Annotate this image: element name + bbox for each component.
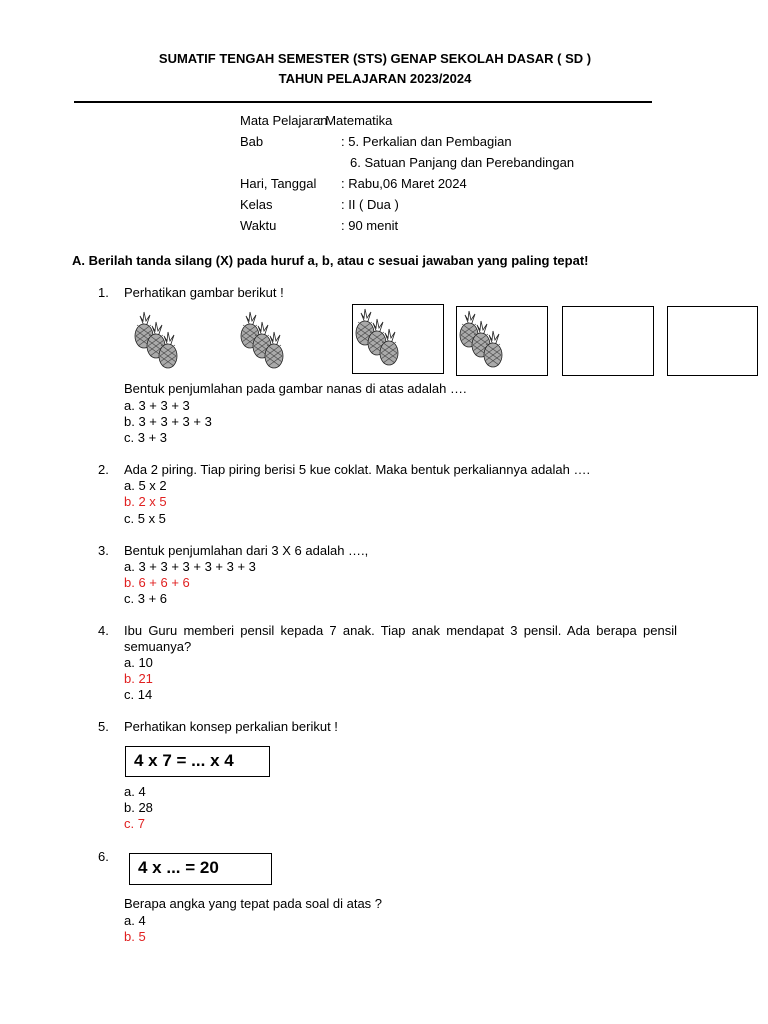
header-divider: [74, 101, 652, 103]
info-value-subject: : Matematika: [318, 113, 393, 128]
question-3-number: 3.: [98, 543, 109, 558]
info-label-chapter: Bab: [240, 134, 264, 149]
info-label-class: Kelas: [240, 197, 273, 212]
question-5-option-b[interactable]: b. 28: [124, 800, 153, 815]
image-box-2: [456, 306, 548, 376]
section-a-instruction: A. Berilah tanda silang (X) pada huruf a, b, atau c sesuai jawaban yang paling tepat!: [72, 253, 589, 268]
question-6-equation: 4 x ... = 20: [129, 853, 272, 885]
question-2-option-b[interactable]: b. 2 x 5: [124, 494, 167, 509]
question-1-prompt: Bentuk penjumlahan pada gambar nanas di atas adalah ….: [124, 381, 467, 396]
question-6-number: 6.: [98, 849, 109, 864]
question-2-option-a[interactable]: a. 5 x 2: [124, 478, 167, 493]
question-4-text: Ibu Guru memberi pensil kepada 7 anak. Tiap anak mendapat 3 pensil. Ada berapa pensil semuanya?: [124, 623, 677, 654]
question-6-text: Berapa angka yang tepat pada soal di atas ?: [124, 896, 383, 911]
question-3-text: Bentuk penjumlahan dari 3 X 6 adalah ….,: [124, 543, 369, 558]
info-value-chapter-2: 6. Satuan Panjang dan Perebandingan: [350, 155, 575, 170]
question-3-option-a[interactable]: a. 3 + 3 + 3 + 3 + 3 + 3: [124, 559, 256, 574]
info-value-chapter: : 5. Perkalian dan Pembagian: [341, 134, 512, 149]
question-5-text: Perhatikan konsep perkalian berikut !: [124, 719, 338, 734]
pineapple-group-1: [130, 306, 220, 378]
question-2-option-c[interactable]: c. 5 x 5: [124, 511, 166, 526]
info-value-class: : II ( Dua ): [341, 197, 399, 212]
header-title: SUMATIF TENGAH SEMESTER (STS) GENAP SEKOLAH DASAR ( SD ): [158, 51, 592, 66]
info-value-date: : Rabu,06 Maret 2024: [341, 176, 467, 191]
info-value-time: : 90 menit: [341, 218, 399, 233]
empty-box-1: [562, 306, 654, 376]
question-4-number: 4.: [98, 623, 109, 638]
question-6-option-a[interactable]: a. 4: [124, 913, 146, 928]
pineapple-group-2: [236, 306, 326, 378]
question-5-number: 5.: [98, 719, 109, 734]
pineapple-group-3: [353, 305, 443, 373]
image-box-1: [352, 304, 444, 374]
info-label-subject: Mata Pelajaran: [240, 113, 328, 128]
question-3-option-c[interactable]: c. 3 + 6: [124, 591, 167, 606]
question-4-option-c[interactable]: c. 14: [124, 687, 153, 702]
question-2-number: 2.: [98, 462, 109, 477]
question-1-option-a[interactable]: a. 3 + 3 + 3: [124, 398, 190, 413]
question-5-option-c[interactable]: c. 7: [124, 816, 145, 831]
question-4-option-b[interactable]: b. 21: [124, 671, 153, 686]
question-3-option-b[interactable]: b. 6 + 6 + 6: [124, 575, 190, 590]
question-1-number: 1.: [98, 285, 109, 300]
info-label-time: Waktu: [240, 218, 277, 233]
question-5-equation: 4 x 7 = ... x 4: [125, 746, 270, 777]
empty-box-2: [667, 306, 758, 376]
question-2-text: Ada 2 piring. Tiap piring berisi 5 kue coklat. Maka bentuk perkaliannya adalah ….: [124, 462, 591, 477]
info-label-date: Hari, Tanggal: [240, 176, 317, 191]
question-6-option-b[interactable]: b. 5: [124, 929, 146, 944]
header-subtitle: TAHUN PELAJARAN 2023/2024: [278, 71, 472, 86]
question-1-option-c[interactable]: c. 3 + 3: [124, 430, 167, 445]
question-5-option-a[interactable]: a. 4: [124, 784, 146, 799]
pineapple-group-4: [457, 307, 547, 375]
question-1-option-b[interactable]: b. 3 + 3 + 3 + 3: [124, 414, 212, 429]
question-1-text: Perhatikan gambar berikut !: [124, 285, 284, 300]
question-4-option-a[interactable]: a. 10: [124, 655, 153, 670]
